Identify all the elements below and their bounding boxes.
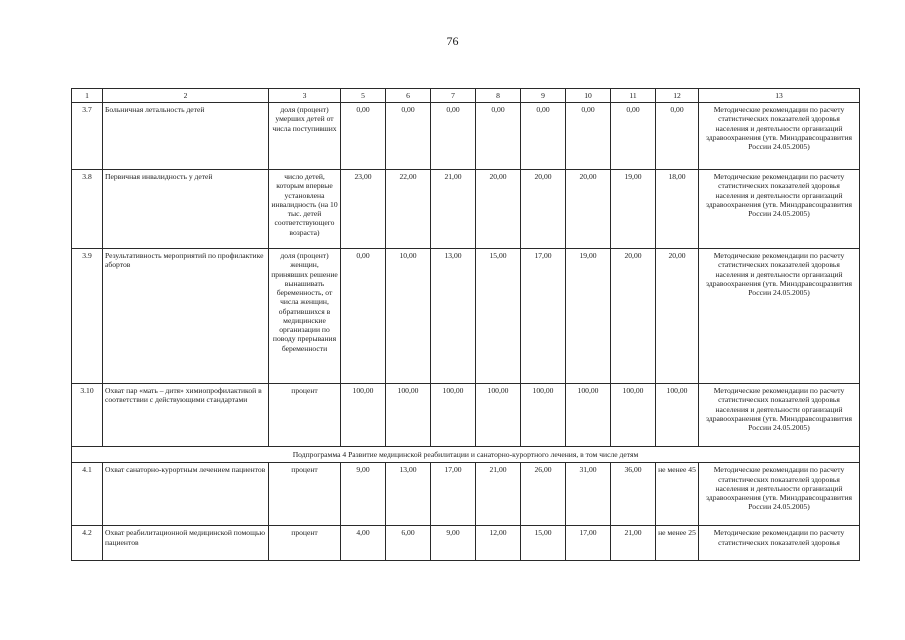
value-cell: 12,00 [476, 526, 521, 561]
row-number: 4.2 [72, 526, 103, 561]
source-cell: Методические рекомендации по расчету статистических показателей здоровья населения и деятельности организаций здравоохранения (утв. Минздравсоцразвития России 24.05.2005) [699, 249, 860, 384]
value-cell: 21,00 [611, 526, 656, 561]
row-number: 3.9 [72, 249, 103, 384]
table-row [72, 249, 860, 384]
indicator-unit: процент [269, 384, 341, 447]
value-cell: 19,00 [566, 249, 611, 384]
value-cell: 20,00 [656, 249, 699, 384]
header-cell: 5 [341, 89, 386, 103]
value-cell: 17,00 [521, 249, 566, 384]
value-cell: 100,00 [386, 384, 431, 447]
value-cell: 0,00 [521, 103, 566, 170]
value-cell: 100,00 [431, 384, 476, 447]
table-row [72, 170, 860, 249]
value-cell: 26,00 [521, 463, 566, 526]
indicator-name: Охват пар «мать – дитя» химиопрофилактикой в соответствии с действующими стандартами [103, 384, 269, 447]
value-cell: 21,00 [431, 170, 476, 249]
header-cell: 6 [386, 89, 431, 103]
table-row [72, 103, 860, 170]
value-cell: 13,00 [386, 463, 431, 526]
value-cell: не менее 25 [656, 526, 699, 561]
value-cell: 0,00 [431, 103, 476, 170]
value-cell: 0,00 [341, 103, 386, 170]
header-cell: 7 [431, 89, 476, 103]
header-cell: 2 [103, 89, 269, 103]
indicator-unit: доля (процент) женщин, принявших решение вынашивать беременность, от числа женщин, обратившихся в медицинские организации по поводу прерывания беременности [269, 249, 341, 384]
value-cell: 23,00 [341, 170, 386, 249]
row-number: 3.10 [72, 384, 103, 447]
value-cell: 4,00 [341, 526, 386, 561]
header-cell: 12 [656, 89, 699, 103]
value-cell: 100,00 [656, 384, 699, 447]
value-cell: 9,00 [341, 463, 386, 526]
value-cell: 10,00 [386, 249, 431, 384]
value-cell: 18,00 [656, 170, 699, 249]
value-cell: 15,00 [521, 526, 566, 561]
row-number: 4.1 [72, 463, 103, 526]
header-cell: 8 [476, 89, 521, 103]
value-cell: 9,00 [431, 526, 476, 561]
value-cell: 20,00 [521, 170, 566, 249]
table-row [72, 463, 860, 526]
source-cell: Методические рекомендации по расчету статистических показателей здоровья [699, 526, 860, 561]
source-cell: Методические рекомендации по расчету статистических показателей здоровья населения и деятельности организаций здравоохранения (утв. Минздравсоцразвития России 24.05.2005) [699, 103, 860, 170]
value-cell: 19,00 [611, 170, 656, 249]
value-cell: 17,00 [431, 463, 476, 526]
indicator-unit: процент [269, 526, 341, 561]
indicator-unit: процент [269, 463, 341, 526]
source-cell: Методические рекомендации по расчету статистических показателей здоровья населения и деятельности организаций здравоохранения (утв. Минздравсоцразвития России 24.05.2005) [699, 170, 860, 249]
page-number: 76 [446, 34, 459, 48]
value-cell: 17,00 [566, 526, 611, 561]
value-cell: 0,00 [566, 103, 611, 170]
header-cell: 9 [521, 89, 566, 103]
header-cell: 3 [269, 89, 341, 103]
header-row [72, 89, 860, 103]
value-cell: 0,00 [611, 103, 656, 170]
value-cell: 100,00 [566, 384, 611, 447]
value-cell: не менее 45 [656, 463, 699, 526]
value-cell: 20,00 [476, 170, 521, 249]
value-cell: 0,00 [341, 249, 386, 384]
value-cell: 0,00 [386, 103, 431, 170]
value-cell: 0,00 [656, 103, 699, 170]
indicator-unit: доля (процент) умерших детей от числа поступивших [269, 103, 341, 170]
value-cell: 20,00 [611, 249, 656, 384]
value-cell: 36,00 [611, 463, 656, 526]
value-cell: 20,00 [566, 170, 611, 249]
value-cell: 0,00 [476, 103, 521, 170]
value-cell: 15,00 [476, 249, 521, 384]
indicator-name: Охват санаторно-курортным лечением пациентов [103, 463, 269, 526]
value-cell: 100,00 [341, 384, 386, 447]
value-cell: 21,00 [476, 463, 521, 526]
section-row [72, 447, 860, 463]
header-cell: 10 [566, 89, 611, 103]
value-cell: 31,00 [566, 463, 611, 526]
row-number: 3.8 [72, 170, 103, 249]
indicator-name: Результативность мероприятий по профилактике абортов [103, 249, 269, 384]
row-number: 3.7 [72, 103, 103, 170]
section-title: Подпрограмма 4 Развитие медицинской реабилитации и санаторно-курортного лечения, в том числе детям [72, 447, 860, 463]
source-cell: Методические рекомендации по расчету статистических показателей здоровья населения и деятельности организаций здравоохранения (утв. Минздравсоцразвития России 24.05.2005) [699, 384, 860, 447]
indicator-name: Больничная летальность детей [103, 103, 269, 170]
indicator-name: Охват реабилитационной медицинской помощью пациентов [103, 526, 269, 561]
value-cell: 100,00 [476, 384, 521, 447]
value-cell: 6,00 [386, 526, 431, 561]
value-cell: 100,00 [611, 384, 656, 447]
header-cell: 13 [699, 89, 860, 103]
header-cell: 1 [72, 89, 103, 103]
header-cell: 11 [611, 89, 656, 103]
indicators-table [71, 88, 860, 561]
table-row [72, 526, 860, 561]
value-cell: 100,00 [521, 384, 566, 447]
indicator-name: Первичная инвалидность у детей [103, 170, 269, 249]
value-cell: 13,00 [431, 249, 476, 384]
indicator-unit: число детей, которым впервые установлена инвалидность (на 10 тыс. детей соответствующего возраста) [269, 170, 341, 249]
table-row [72, 384, 860, 447]
source-cell: Методические рекомендации по расчету статистических показателей здоровья населения и деятельности организаций здравоохранения (утв. Минздравсоцразвития России 24.05.2005) [699, 463, 860, 526]
value-cell: 22,00 [386, 170, 431, 249]
